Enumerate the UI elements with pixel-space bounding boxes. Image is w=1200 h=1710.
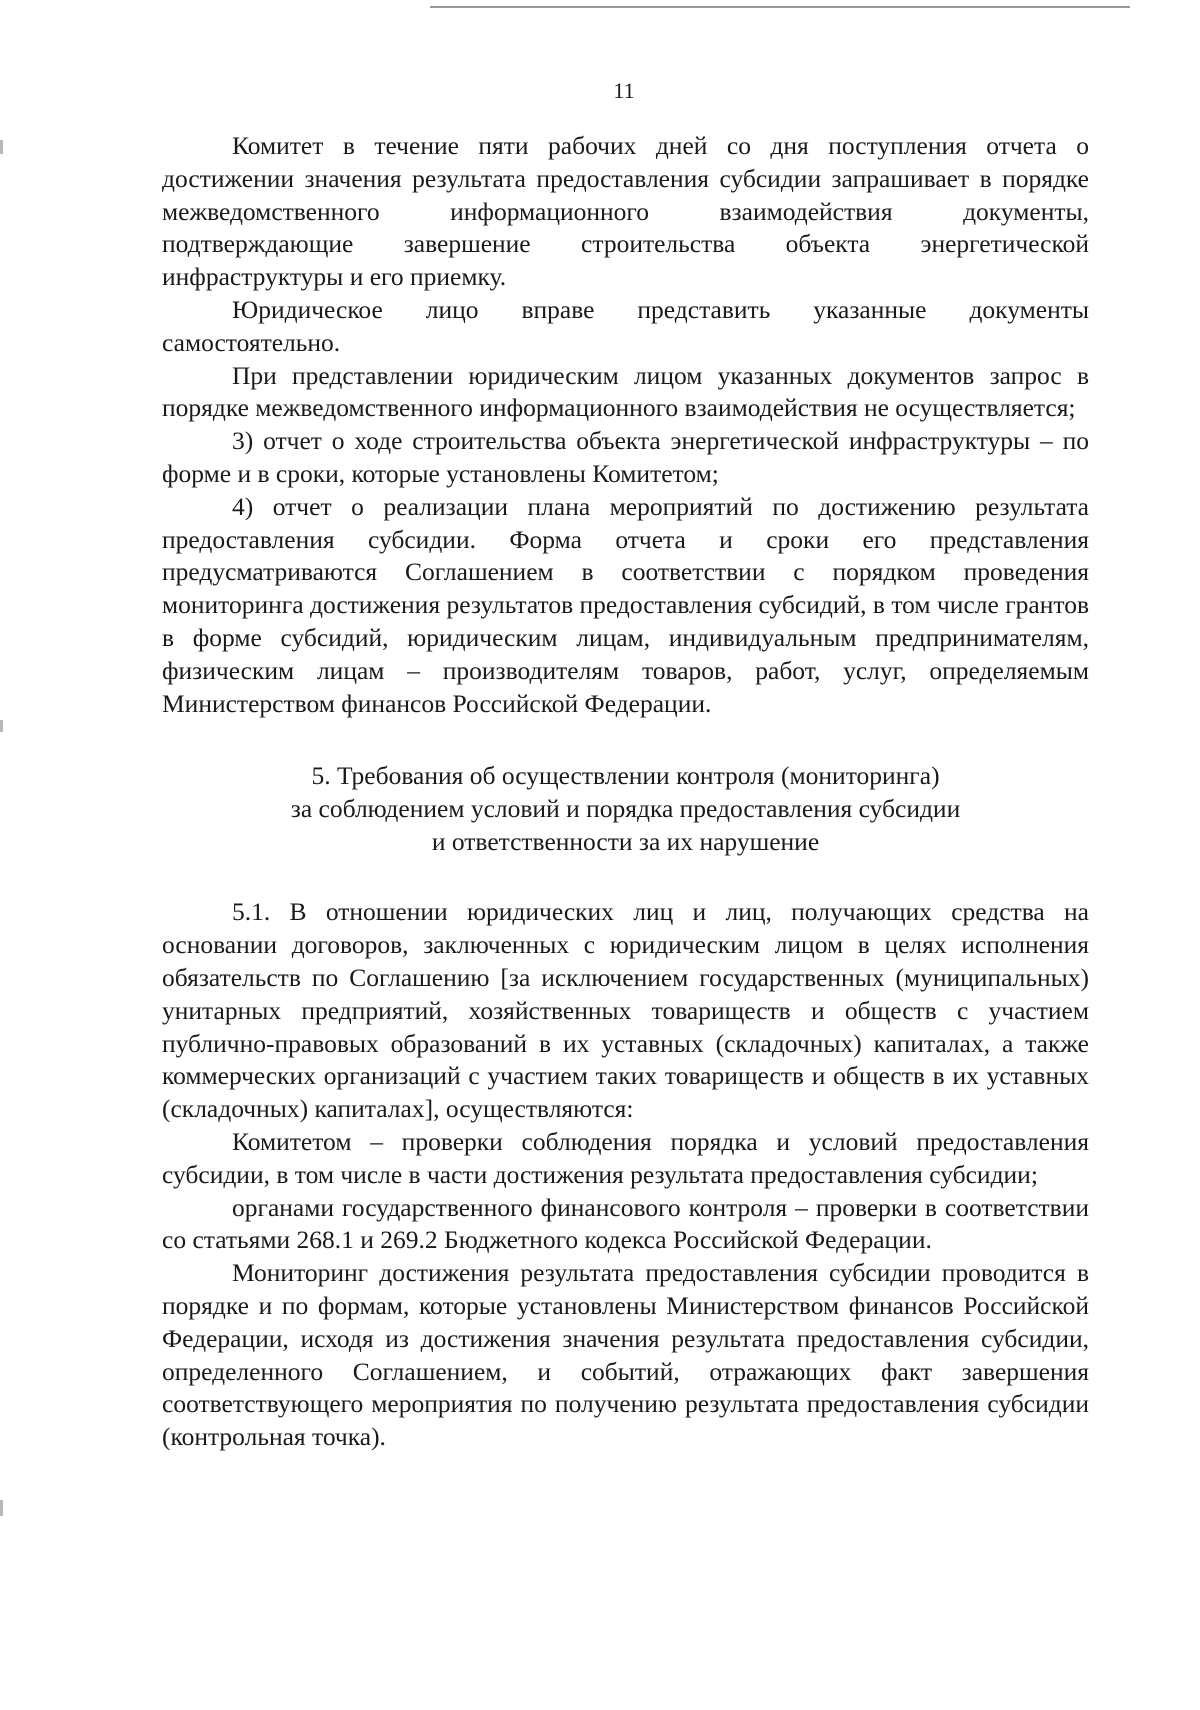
section-heading <box>162 759 1089 858</box>
scan-edge-line <box>430 6 1130 8</box>
section-heading-line: 5. Требования об осуществлении контроля (мониторинга) <box>311 761 940 791</box>
paragraph: При представлении юридическим лицом указанных документов запрос в порядке межведомственного информационного взаимодействия не осуществляется; <box>162 360 1089 423</box>
paragraph: Комитет в течение пяти рабочих дней со дня поступления отчета о достижении значения результата предоставления субсидии запрашивает в порядке межведомственного информационного взаимодействия документы, подтверждающие завершение строительства объекта энергетической инфраструктуры и его приемку. <box>162 131 1089 292</box>
paragraph: Мониторинг достижения результата предоставления субсидии проводится в порядке и по формам, которые установлены Министерством финансов Российской Федерации, исходя из достижения значения результата предоставления субсидии, определенного Соглашением, и событий, отражающих факт завершения соответствующего мероприятия по получению результата предоставления субсидии (контрольная точка). <box>162 1258 1089 1452</box>
paragraph: органами государственного финансового контроля – проверки в соответствии со статьями 268.1 и 269.2 Бюджетного кодекса Российской Федерации. <box>162 1192 1089 1255</box>
list-item-paragraph: 3) отчет о ходе строительства объекта энергетической инфраструктуры – по форме и в сроки, которые установлены Комитетом; <box>162 426 1089 488</box>
list-item-paragraph: 4) отчет о реализации плана мероприятий по достижению результата предоставления субсидии. Форма отчета и сроки его представления предусматриваются Соглашением в соответствии с порядком проведения мониторинга достижения результатов предоставления субсидий, в том числе грантов в форме субсидий, юридическим лицам, индивидуальным предпринимателям, физическим лицам – производителям товаров, работ, услуг, определяемым Министерством финансов Российской Федерации. <box>162 491 1089 718</box>
paragraph: Юридическое лицо вправе представить указанные документы самостоятельно. <box>162 294 1089 357</box>
section-heading-line: и ответственности за их нарушение <box>431 827 820 857</box>
document-body <box>162 130 1089 1454</box>
section-heading-line: за соблюдением условий и порядка предоставления субсидии <box>290 794 961 824</box>
scan-margin-mark <box>0 720 3 732</box>
paragraph: Комитетом – проверки соблюдения порядка и условий предоставления субсидии, в том числе в части достижения результата предоставления субсидии; <box>162 1126 1089 1189</box>
scan-margin-mark <box>0 140 3 154</box>
clause-paragraph: 5.1. В отношении юридических лиц и лиц, получающих средства на основании договоров, заключенных с юридическим лицом в целях исполнения обязательств по Соглашению [за исключением государственных (муниципальных) унитарных предприятий, хозяйственных товариществ и обществ с участием публично-правовых образований в их уставных (складочных) капиталах, а также коммерческих организаций с участием таких товариществ и обществ в их уставных (складочных) капиталах], осуществляются: <box>162 897 1089 1124</box>
page-number: 11 <box>613 78 635 103</box>
scan-margin-mark <box>0 1500 3 1516</box>
